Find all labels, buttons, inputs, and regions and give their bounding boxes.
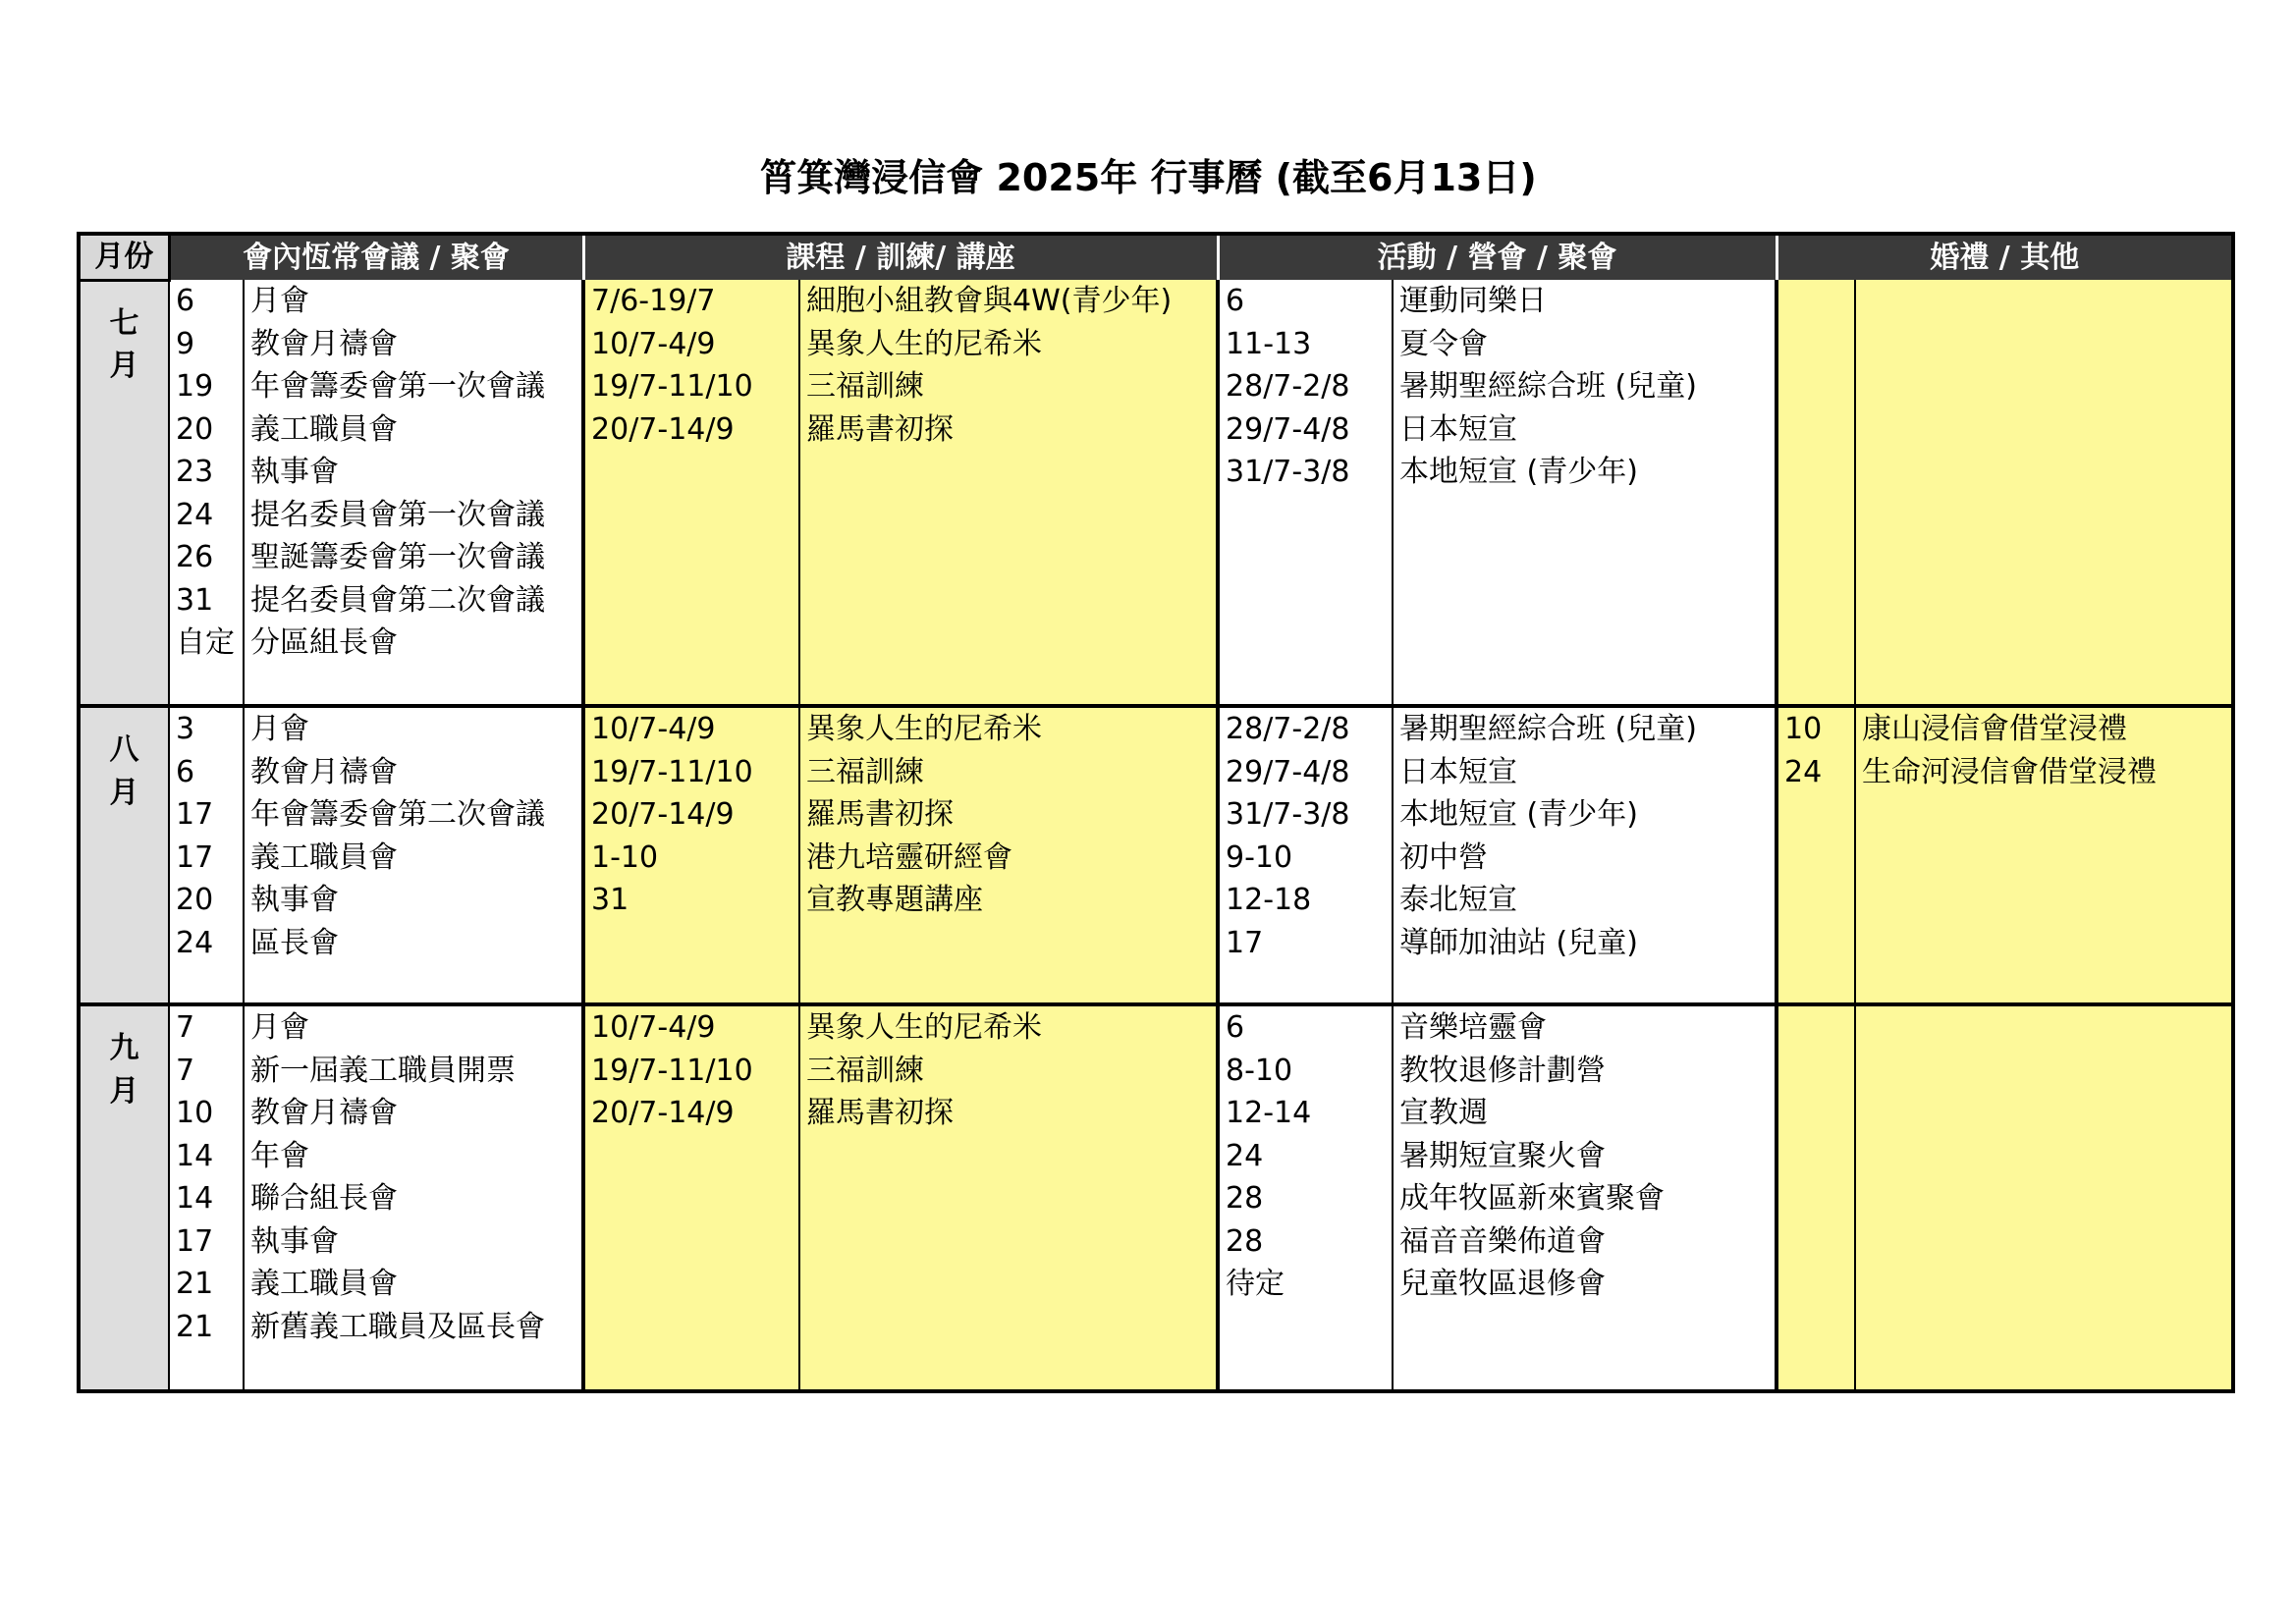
meeting-date: 6 bbox=[176, 754, 195, 789]
activity-date: 28/7-2/8 bbox=[1226, 369, 1350, 404]
wedding-item: 康山浸信會借堂浸禮 bbox=[1862, 712, 2128, 746]
course-date: 19/7-11/10 bbox=[591, 754, 753, 789]
course-items-cell bbox=[799, 280, 1218, 706]
meeting-item: 月會 bbox=[250, 1010, 309, 1045]
activity-date: 待定 bbox=[1226, 1267, 1285, 1301]
activity-item: 泰北短宣 bbox=[1399, 883, 1518, 917]
course-date: 20/7-14/9 bbox=[591, 1096, 735, 1130]
meeting-item: 提名委員會第二次會議 bbox=[250, 582, 545, 618]
meeting-items-cell bbox=[244, 706, 583, 1004]
meeting-date: 6 bbox=[176, 284, 195, 318]
month-row bbox=[79, 280, 2233, 706]
header-weddings: 婚禮 / 其他 bbox=[1777, 234, 2233, 280]
activity-item: 宣教週 bbox=[1399, 1096, 1489, 1130]
meeting-date: 17 bbox=[176, 1223, 214, 1259]
activity-date: 28 bbox=[1226, 1223, 1264, 1259]
wedding-date: 10 bbox=[1784, 712, 1823, 746]
meeting-dates-cell bbox=[169, 1004, 244, 1391]
month-char: 七 bbox=[109, 305, 139, 341]
month-row bbox=[79, 1004, 2233, 1391]
activity-item: 初中營 bbox=[1399, 839, 1489, 875]
meeting-dates-cell bbox=[169, 280, 244, 706]
meeting-item: 教會月禱會 bbox=[250, 1096, 398, 1130]
meeting-item: 聯合組長會 bbox=[250, 1181, 398, 1216]
activity-date: 8-10 bbox=[1226, 1053, 1293, 1088]
month-label bbox=[79, 706, 169, 1004]
activity-item: 成年牧區新來賓聚會 bbox=[1399, 1181, 1666, 1216]
activity-item: 暑期聖經綜合班 (兒童) bbox=[1399, 712, 1697, 746]
meeting-date: 24 bbox=[176, 497, 214, 532]
meeting-date: 26 bbox=[176, 540, 214, 574]
meeting-date: 10 bbox=[176, 1096, 214, 1130]
meeting-item: 義工職員會 bbox=[250, 839, 398, 875]
meeting-item: 提名委員會第一次會議 bbox=[250, 497, 545, 532]
meeting-item: 教會月禱會 bbox=[250, 754, 398, 789]
course-date: 19/7-11/10 bbox=[591, 1053, 753, 1088]
meeting-item: 新一屆義工職員開票 bbox=[250, 1053, 516, 1088]
meeting-date: 14 bbox=[176, 1181, 214, 1216]
wedding-items-cell bbox=[1855, 280, 2233, 706]
course-date: 20/7-14/9 bbox=[591, 797, 735, 832]
course-item: 三福訓練 bbox=[806, 369, 925, 404]
activity-item: 日本短宣 bbox=[1399, 754, 1518, 789]
course-item: 三福訓練 bbox=[806, 754, 925, 789]
activity-items-cell bbox=[1393, 1004, 1777, 1391]
activity-date: 12-18 bbox=[1226, 883, 1312, 917]
activity-dates-cell bbox=[1218, 280, 1393, 706]
month-char: 九 bbox=[109, 1031, 139, 1065]
meeting-item: 新舊義工職員及區長會 bbox=[250, 1309, 545, 1344]
activity-date: 6 bbox=[1226, 1010, 1245, 1045]
meeting-item: 聖誕籌委會第一次會議 bbox=[250, 540, 545, 574]
meeting-item: 教會月禱會 bbox=[250, 326, 398, 361]
month-char: 八 bbox=[109, 732, 139, 767]
activity-date: 31/7-3/8 bbox=[1226, 797, 1350, 832]
meeting-date: 19 bbox=[176, 369, 214, 404]
meeting-date: 24 bbox=[176, 925, 214, 960]
course-date: 19/7-11/10 bbox=[591, 369, 753, 404]
course-date: 10/7-4/9 bbox=[591, 326, 716, 361]
month-row bbox=[79, 706, 2233, 1004]
wedding-dates-cell bbox=[1777, 280, 1855, 706]
meeting-item: 執事會 bbox=[250, 1223, 339, 1259]
meeting-item: 義工職員會 bbox=[250, 411, 398, 447]
meeting-date: 自定 bbox=[176, 625, 235, 660]
meeting-item: 月會 bbox=[250, 284, 309, 318]
meeting-date: 17 bbox=[176, 839, 214, 875]
month-label bbox=[79, 280, 169, 706]
course-item: 羅馬書初探 bbox=[806, 411, 955, 447]
course-item: 宣教專題講座 bbox=[806, 883, 984, 917]
activity-dates-cell bbox=[1218, 706, 1393, 1004]
course-date: 10/7-4/9 bbox=[591, 1010, 716, 1045]
course-date: 1-10 bbox=[591, 839, 659, 875]
course-date: 31 bbox=[591, 883, 629, 917]
header-courses: 課程 / 訓練/ 講座 bbox=[583, 234, 1218, 280]
wedding-items-cell bbox=[1855, 1004, 2233, 1391]
course-dates-cell bbox=[583, 706, 799, 1004]
activity-items-cell bbox=[1393, 706, 1777, 1004]
meeting-item: 年會籌委會第二次會議 bbox=[250, 797, 545, 832]
activity-date: 9-10 bbox=[1226, 839, 1293, 875]
wedding-items-cell bbox=[1855, 706, 2233, 1004]
activity-item: 運動同樂日 bbox=[1399, 284, 1548, 318]
course-item: 異象人生的尼希米 bbox=[806, 1010, 1043, 1045]
activity-item: 教牧退修計劃營 bbox=[1399, 1053, 1607, 1088]
wedding-dates-cell bbox=[1777, 1004, 1855, 1391]
activity-item: 福音音樂佈道會 bbox=[1399, 1223, 1607, 1259]
wedding-dates-cell bbox=[1777, 706, 1855, 1004]
activity-item: 音樂培靈會 bbox=[1399, 1010, 1548, 1045]
course-items-cell bbox=[799, 1004, 1218, 1391]
header-activities: 活動 / 營會 / 聚會 bbox=[1218, 234, 1777, 280]
month-char: 月 bbox=[109, 1073, 139, 1109]
course-item: 羅馬書初探 bbox=[806, 1096, 955, 1130]
activity-item: 暑期聖經綜合班 (兒童) bbox=[1399, 369, 1697, 404]
activity-dates-cell bbox=[1218, 1004, 1393, 1391]
activity-item: 兒童牧區退修會 bbox=[1399, 1267, 1607, 1301]
meeting-date: 31 bbox=[176, 582, 214, 618]
activity-item: 導師加油站 (兒童) bbox=[1399, 925, 1638, 960]
meeting-date: 21 bbox=[176, 1309, 214, 1344]
meeting-item: 月會 bbox=[250, 712, 309, 746]
course-date: 10/7-4/9 bbox=[591, 712, 716, 746]
header-month: 月份 bbox=[79, 234, 169, 280]
activity-item: 日本短宣 bbox=[1399, 411, 1518, 447]
meeting-items-cell bbox=[244, 1004, 583, 1391]
meeting-date: 20 bbox=[176, 883, 214, 917]
course-date: 7/6-19/7 bbox=[591, 284, 716, 318]
course-dates-cell bbox=[583, 1004, 799, 1391]
activity-date: 24 bbox=[1226, 1138, 1264, 1173]
course-item: 港九培靈研經會 bbox=[806, 839, 1013, 875]
meeting-items-cell bbox=[244, 280, 583, 706]
meeting-date: 23 bbox=[176, 455, 214, 489]
activity-items-cell bbox=[1393, 280, 1777, 706]
activity-item: 夏令會 bbox=[1399, 326, 1489, 361]
course-item: 細胞小組教會與4W(青少年) bbox=[806, 284, 1173, 318]
month-char: 月 bbox=[109, 349, 139, 383]
activity-item: 本地短宣 (青少年) bbox=[1399, 455, 1638, 489]
meeting-item: 執事會 bbox=[250, 883, 339, 917]
course-items-cell bbox=[799, 706, 1218, 1004]
course-date: 20/7-14/9 bbox=[591, 411, 735, 447]
course-item: 異象人生的尼希米 bbox=[806, 712, 1043, 746]
activity-date: 12-14 bbox=[1226, 1096, 1312, 1130]
header-row bbox=[79, 234, 2233, 280]
calendar-table bbox=[77, 232, 2235, 1393]
header-meetings: 會內恆常會議 / 聚會 bbox=[169, 234, 583, 280]
meeting-item: 義工職員會 bbox=[250, 1267, 398, 1301]
month-label bbox=[79, 1004, 169, 1391]
activity-date: 29/7-4/8 bbox=[1226, 754, 1350, 789]
course-item: 三福訓練 bbox=[806, 1053, 925, 1088]
meeting-item: 分區組長會 bbox=[250, 625, 398, 660]
activity-date: 31/7-3/8 bbox=[1226, 455, 1350, 489]
meeting-item: 區長會 bbox=[250, 925, 339, 960]
activity-date: 11-13 bbox=[1226, 326, 1312, 361]
wedding-date: 24 bbox=[1784, 754, 1823, 789]
month-char: 月 bbox=[109, 775, 139, 810]
meeting-dates-cell bbox=[169, 706, 244, 1004]
meeting-date: 21 bbox=[176, 1267, 214, 1301]
activity-date: 28 bbox=[1226, 1181, 1264, 1216]
course-item: 異象人生的尼希米 bbox=[806, 326, 1043, 361]
meeting-date: 3 bbox=[176, 712, 195, 746]
page-title: 筲箕灣浸信會 2025年 行事曆 (截至6月13日) bbox=[759, 156, 1537, 199]
meeting-date: 7 bbox=[176, 1010, 195, 1045]
meeting-date: 9 bbox=[176, 326, 195, 361]
meeting-date: 7 bbox=[176, 1053, 195, 1088]
activity-item: 暑期短宣聚火會 bbox=[1399, 1138, 1607, 1173]
activity-date: 29/7-4/8 bbox=[1226, 411, 1350, 447]
wedding-item: 生命河浸信會借堂浸禮 bbox=[1862, 754, 2158, 789]
meeting-item: 年會籌委會第一次會議 bbox=[250, 369, 545, 404]
activity-date: 17 bbox=[1226, 925, 1264, 960]
activity-date: 6 bbox=[1226, 284, 1245, 318]
meeting-date: 14 bbox=[176, 1138, 214, 1173]
meeting-date: 17 bbox=[176, 797, 214, 832]
activity-date: 28/7-2/8 bbox=[1226, 712, 1350, 746]
meeting-item: 執事會 bbox=[250, 455, 339, 489]
meeting-item: 年會 bbox=[250, 1138, 309, 1173]
course-item: 羅馬書初探 bbox=[806, 797, 955, 832]
activity-item: 本地短宣 (青少年) bbox=[1399, 797, 1638, 832]
course-dates-cell bbox=[583, 280, 799, 706]
meeting-date: 20 bbox=[176, 411, 214, 447]
